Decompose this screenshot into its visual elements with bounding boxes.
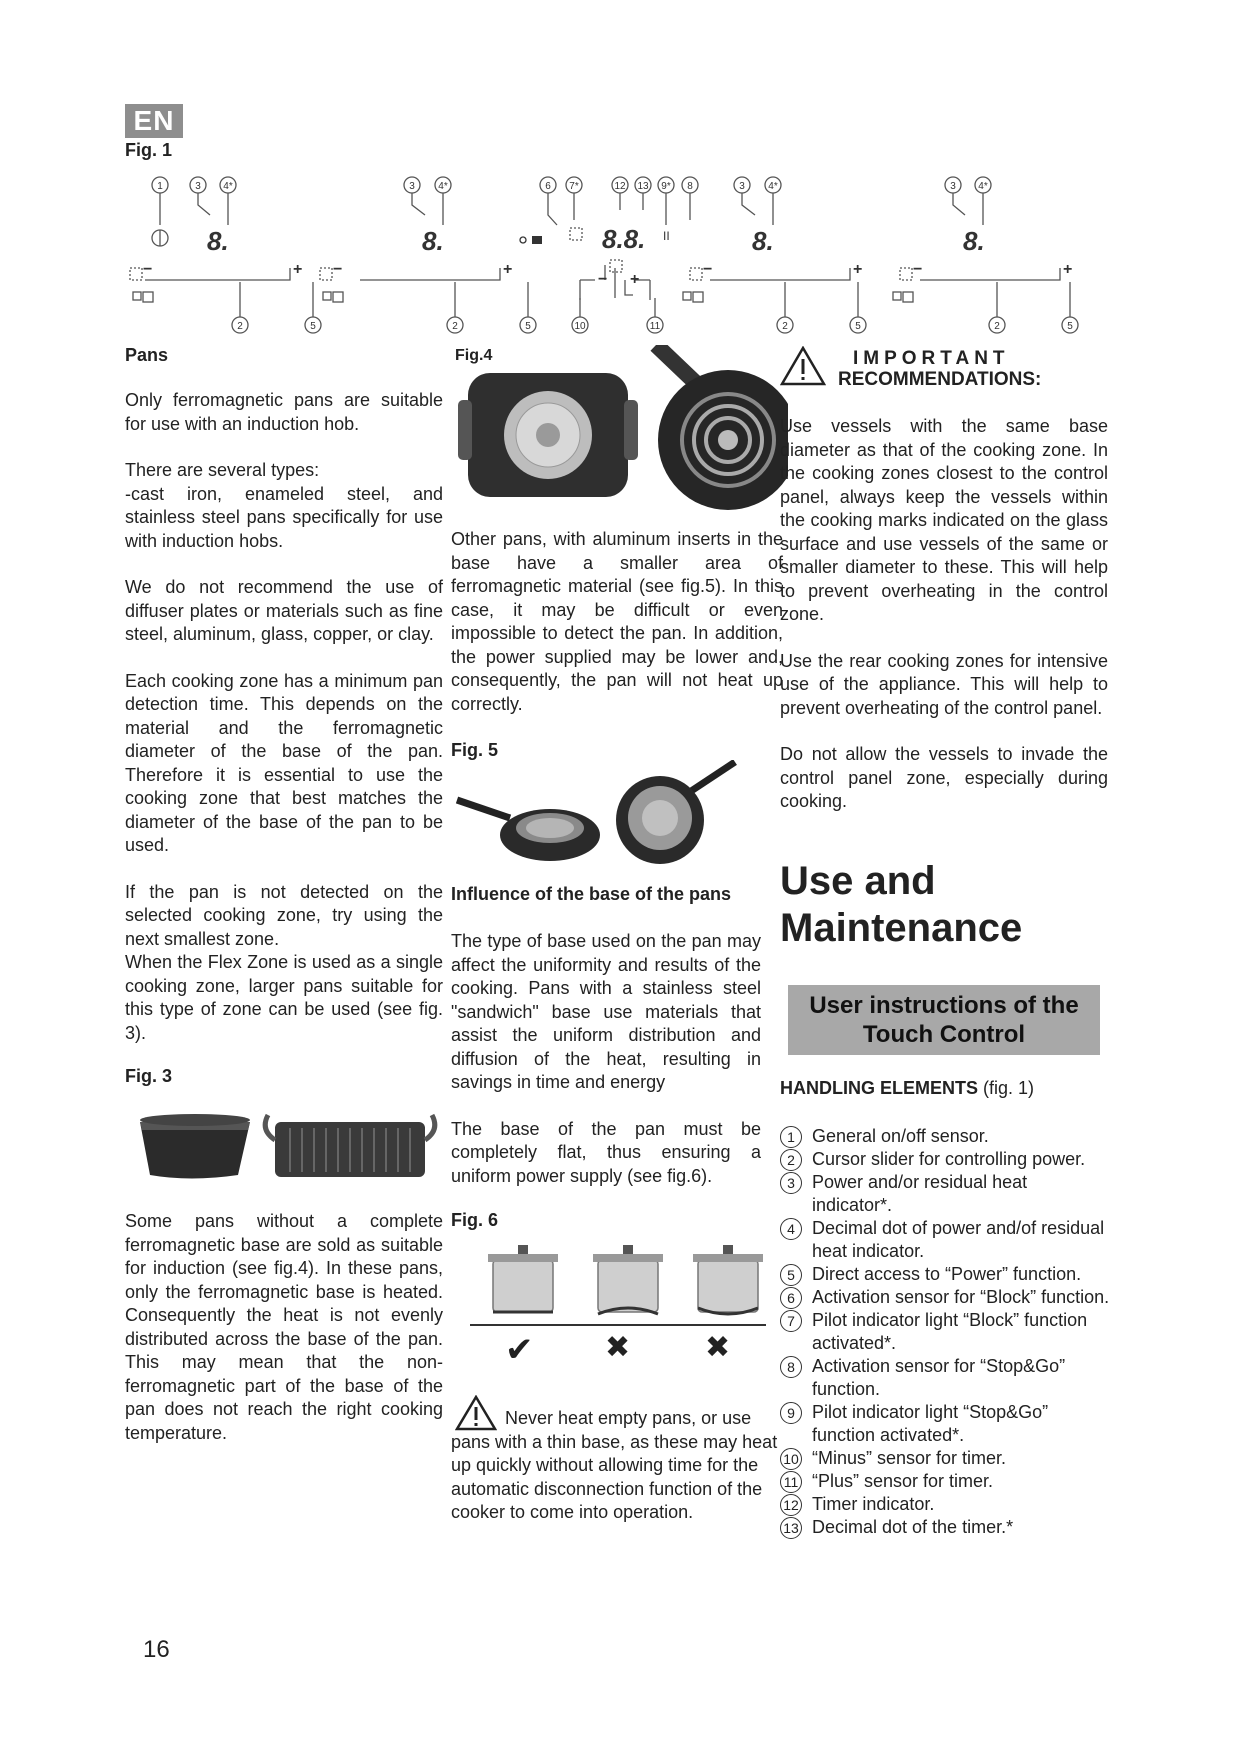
svg-text:−: − — [333, 261, 343, 278]
svg-text:5: 5 — [1067, 321, 1073, 332]
handling-elements-heading: HANDLING ELEMENTS (fig. 1) — [780, 1078, 1035, 1098]
svg-text:7*: 7* — [569, 181, 579, 192]
handling-item: 2 Cursor slider for controlling power. — [780, 1148, 1110, 1171]
svg-text:8.: 8. — [752, 226, 774, 256]
fig6-check-mark: ✔ — [505, 1331, 534, 1369]
svg-text:+: + — [293, 261, 303, 278]
recommendation-2: Use the rear cooking zones for intensive use of the appliance. This will help to prevent overheating of the control panel. — [780, 650, 1108, 718]
svg-text:+: + — [1063, 261, 1073, 278]
svg-text:4*: 4* — [978, 181, 988, 192]
handling-item: 5 Direct access to “Power” function. — [780, 1263, 1110, 1286]
svg-text:+: + — [853, 261, 863, 278]
pans-para-3: We do not recommend the use of diffuser plates or materials such as fine steel, aluminum, glass, copper, or clay. — [125, 577, 443, 644]
svg-text:2: 2 — [237, 321, 243, 332]
pans-para-4: Each cooking zone has a minimum pan detection time. This depends on the material and the ferromagnetic diameter of the base of the pan. Therefore it is essential to use the cooking zone that best matches the diameter of the base of the pan to be used. — [125, 670, 443, 855]
handling-item: 9 Pilot indicator light “Stop&Go” function activated*. — [780, 1401, 1110, 1447]
handling-item: 7 Pilot indicator light “Block” function activated*. — [780, 1309, 1110, 1355]
svg-text:2: 2 — [782, 321, 788, 332]
svg-text:3: 3 — [739, 181, 745, 192]
svg-text:5: 5 — [310, 321, 316, 332]
handling-item: 4 Decimal dot of power and/of residual heat indicator. — [780, 1217, 1110, 1263]
important-title: IMPORTANT — [853, 348, 1010, 369]
influence-heading: Influence of the base of the pans — [451, 884, 732, 904]
svg-text:−: − — [703, 261, 713, 278]
svg-text:4*: 4* — [438, 181, 448, 192]
svg-text:3: 3 — [950, 181, 956, 192]
col2-text — [451, 930, 761, 1211]
user-instructions-box — [788, 985, 1100, 1055]
svg-text:4*: 4* — [768, 181, 778, 192]
svg-text:2: 2 — [452, 321, 458, 332]
important-subtitle: RECOMMENDATIONS: — [838, 369, 1042, 390]
handling-item: 3 Power and/or residual heat indicator*. — [780, 1171, 1110, 1217]
col2-para-1: Other pans, with aluminum inserts in the base have a smaller area of ferromagnetic material (see fig.5). In this case, it may be difficult or even impossible to detect the pan. In addition, the power supplied may be lower and, consequently, the pan will not heat up correctly. — [451, 529, 783, 714]
fig4-pans-with-aluminum-inserts — [458, 345, 788, 515]
fig6-cross-mark-2: ✖ — [705, 1331, 731, 1364]
svg-text:6: 6 — [545, 181, 551, 192]
fig3-label: Fig. 3 — [125, 1066, 173, 1086]
recommendation-1: Use vessels with the same base diameter as that of the cooking zone. In the cooking zones closest to the control panel, always keep the vessels within the cooking marks indicated on the glass surface and use vessels of the same or smaller diameter to these. This will help to prevent overheating in the control zone. — [780, 416, 1108, 624]
svg-text:+: + — [630, 271, 640, 288]
col3-recommendations — [780, 415, 1108, 837]
fig6-label: Fig. 6 — [451, 1210, 499, 1230]
recommendation-3: Do not allow the vessels to invade the control panel zone, especially during cooking. — [780, 744, 1108, 811]
svg-text:8.: 8. — [207, 226, 229, 256]
use-and-maintenance-title — [780, 858, 1022, 952]
handling-item: 13 Decimal dot of the timer.* — [780, 1516, 1110, 1539]
svg-text:3: 3 — [409, 181, 415, 192]
svg-text:8.: 8. — [422, 226, 444, 256]
svg-text:4*: 4* — [223, 181, 233, 192]
svg-text:13: 13 — [637, 181, 649, 192]
svg-text:8.8.: 8.8. — [602, 224, 646, 254]
page-number: 16 — [143, 1636, 170, 1663]
fig5-label: Fig. 5 — [451, 740, 499, 760]
handling-item: 11 “Plus” sensor for timer. — [780, 1470, 1110, 1493]
pans-para-1: Only ferromagnetic pans are suitable for use with an induction hob. — [125, 390, 443, 434]
handling-item: 8 Activation sensor for “Stop&Go” function. — [780, 1355, 1110, 1401]
fig3-roasting-and-grill-pans — [130, 1100, 440, 1185]
fig5-frying-pans — [455, 760, 745, 865]
svg-text:9*: 9* — [661, 181, 671, 192]
handling-item: 6 Activation sensor for “Block” function. — [780, 1286, 1110, 1309]
svg-text:8.: 8. — [963, 226, 985, 256]
svg-text:10: 10 — [574, 321, 586, 332]
svg-text:3: 3 — [195, 181, 201, 192]
fig1-control-panel-diagram — [125, 170, 1105, 340]
pans-para-7: Some pans without a complete ferromagnetic base are sold as suitable for induction (see fig.4). In these pans, only the ferromagnetic base is heated. Consequently the heat is not evenly distributed across the base of the pan. This may mean that the non-ferromagnetic part of the base of the pan does not reach the right cooking temperature. — [125, 1211, 443, 1443]
handling-item: 1 General on/off sensor. — [780, 1125, 1110, 1148]
svg-text:−: − — [913, 261, 923, 278]
col2-para-2: The type of base used on the pan may affect the uniformity and results of the cooking. Pans with a stainless steel "sandwich" base use materials that assist the uniform distribution and diffusion of the heat, resulting in savings in time and energy — [451, 931, 761, 1092]
svg-text:1: 1 — [157, 181, 163, 192]
svg-text:2: 2 — [994, 321, 1000, 332]
warning-text: Never heat empty pans, or use pans with a thin base, as these may heat up quickly without allowing time for the automatic disconnection function of the cooker to come into operation. — [451, 1408, 778, 1522]
svg-text:12: 12 — [614, 181, 626, 192]
fig4-label: Fig.4 — [455, 347, 493, 364]
handling-elements-list — [780, 1125, 1110, 1539]
fig6-cross-mark-1: ✖ — [605, 1331, 631, 1364]
svg-text:II: II — [663, 229, 670, 243]
pans-heading: Pans — [125, 345, 169, 365]
important-warning-icon — [780, 346, 826, 386]
svg-text:8: 8 — [687, 181, 693, 192]
svg-text:11: 11 — [649, 321, 661, 332]
svg-text:5: 5 — [525, 321, 531, 332]
svg-text:5: 5 — [855, 321, 861, 332]
box-line-2: Touch Control — [862, 1021, 1026, 1048]
pans-para-2a: There are several types: — [125, 460, 320, 480]
pans-para-5: If the pan is not detected on the selected cooking zone, try using the next smallest zone. — [125, 881, 443, 949]
pans-para-6: When the Flex Zone is used as a single cooking zone, larger pans suitable for this type of zone can be used (see fig. 3). — [125, 952, 443, 1043]
col2-para-3: The base of the pan must be completely flat, thus ensuring a uniform power supply (see fig.6). — [451, 1118, 761, 1186]
svg-text:−: − — [143, 261, 153, 278]
pans-para-2b: -cast iron, enameled steel, and stainless steel pans specifically for use with induction hobs. — [125, 483, 443, 551]
svg-text:−: − — [598, 271, 608, 288]
use-title-line-2: Maintenance — [780, 906, 1023, 950]
fig1-label: Fig. 1 — [125, 140, 173, 160]
handling-item: 10 “Minus” sensor for timer. — [780, 1447, 1110, 1470]
language-badge: EN — [125, 104, 183, 138]
svg-text:+: + — [503, 261, 513, 278]
handling-item: 12 Timer indicator. — [780, 1493, 1110, 1516]
use-title-line-1: Use and — [780, 859, 936, 903]
box-line-1: User instructions of the — [809, 992, 1079, 1019]
column-1 — [125, 389, 443, 1068]
